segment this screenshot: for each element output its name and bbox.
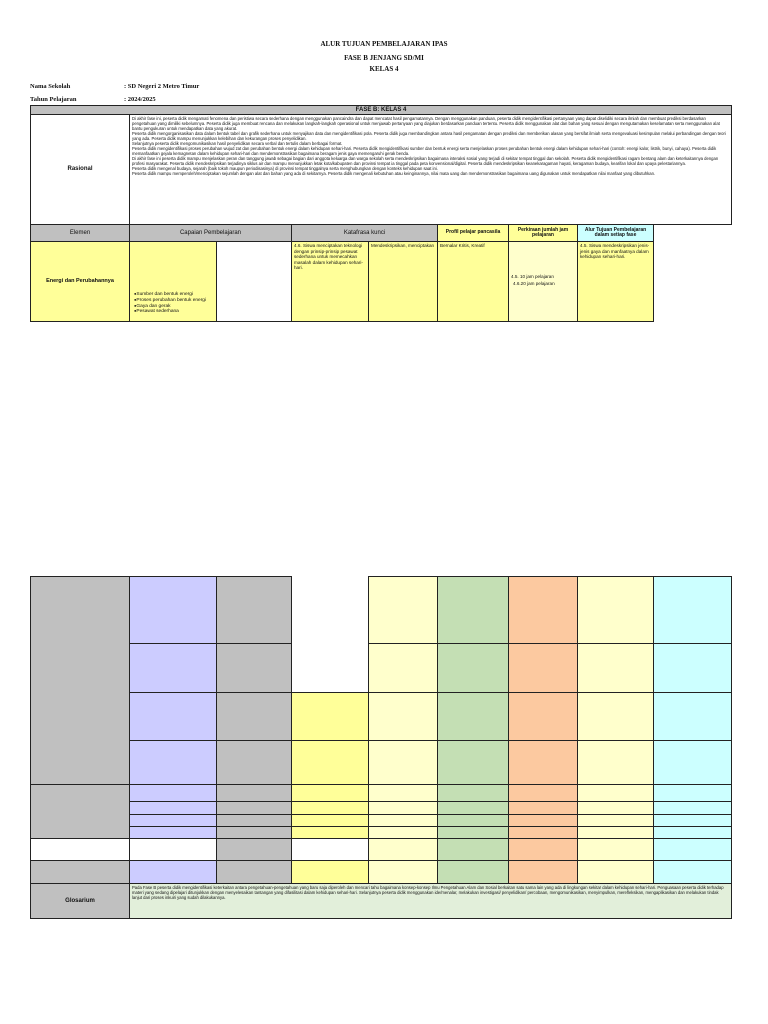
- grid-cell: [368, 576, 438, 644]
- grid-cell: [508, 643, 578, 693]
- grid-cell: [216, 740, 292, 785]
- grid-block-elemen-3: [30, 838, 130, 861]
- capaian-item: ● Pesawat sederhana: [134, 309, 214, 315]
- grid-cell: [129, 576, 217, 644]
- col-jam: Perkiraan jumlah jam pelajaran: [508, 224, 578, 242]
- phase-band-title: FASE B: KELAS 4: [30, 105, 732, 115]
- grid-cell: [291, 801, 369, 815]
- rasional-text: Di akhir fase ini, peserta didik mengamati fenomena dan peristiwa secara sederhana dengan menggunakan pancaindra dan dapat mencatat hasil pengamatannya. Dengan menggunakan panduan, peserta didik mengidentifikasi pertanyaan yang dapat diselidiki secara ilmiah dan membuat prediksi berdasarkan pengetahuan yang dimiliki sebelumnya. Peserta didik juga membuat rencana dan melakukan langkah-langkah operasional untuk menjawab pertanyaan yang diajukan berdasarkan panduan tertentu. Peserta didik menggunakan alat dan bahan yang sesuai dengan mengutamakan keselamatan serta menggunakan alat bantu pengukuran untuk mendapatkan data yang akurat. Peserta didik mengorganisasikan data dalam bentuk tabel dan grafik sederhana untuk menyajikan data dan mengidentifikasi pola. Peserta didik juga membandingkan antara hasil pengamatan dengan prediksi dan memberikan alasan yang bersifat ilmiah serta mengevaluasi kesimpulan melalui perbandingan dengan teori yang ada. Peserta didik mampu menunjukkan kelebihan dan kekurangan proses penyelidikan. Selanjutnya peserta didik mengomunikasikan hasil penyelidikan secara verbal dan tertulis dalam berbagai format. Peserta didik mengidentifikasi proses perubahan wujud zat dan perubahan bentuk energi dalam kehidupan sehari-hari. Peserta didik mengidentifikasi sumber dan bentuk energi serta menjelaskan proses perubahan bentuk energi dalam kehidupan sehari-hari (contoh: energi kalor, listrik, bunyi, cahaya). Peserta didik memanfaatkan gejala kemagnetan dalam kehidupan sehari-hari dan mendemonstrasikan bagaimana beragam jenis gaya memengaruhi gerak benda. Di akhir fase ini peserta didik mampu menjelaskan peran dan tanggung jawab sebagai bagian dari anggota keluarga dan warga sekolah serta mendeskripsikan bagaimana interaksi sosial yang terjadi di sekitar tempat tinggal dan sekolah. Peserta didik mengidentifikasi ragam bentang alam dan keterkaitannya dengan profesi masyarakat. Peserta didik mendeskripsikan terjadinya siklus air dan mampu menunjukkan letak kota/kabupaten dan provinsi tempat ia tinggal pada peta konvensional/digital. Peserta didik mendeskripsikan keanekaragaman hayati, keragaman budaya, kearifan lokal dan upaya pelestariannya. Peserta didik mengenal budaya, sejarah (baik tokoh maupun periodisasinya) di provinsi tempat tinggalnya serta menghubungkan dengan konteks kehidupan saat ini. Peserta didik mampu memperoleh/menciptakan sejumlah dengan alat dan bahan yang ada di sekitarnya. Peserta didik mengenali kebutuhan atau keinginannya, nilai mata uang dan mendemonstrasikan bagaimana uang digunakan untuk mendapatkan nilai manfaat yang dibutuhkan.: [129, 114, 732, 225]
- grid-cell: [577, 860, 654, 884]
- grid-block-elemen-1: [30, 576, 130, 785]
- grid-cell: [508, 838, 578, 861]
- school-year-label: Tahun Pelajaran: [30, 96, 77, 103]
- grid-cell: [129, 643, 217, 693]
- grid-cell: [437, 860, 509, 884]
- grid-cell: [216, 643, 292, 693]
- col-elemen: Elemen: [30, 224, 130, 242]
- grid-cell: [437, 692, 509, 741]
- grid-cell: [291, 692, 369, 741]
- grid-cell: [368, 801, 438, 815]
- grid-cell: [653, 801, 732, 815]
- row1-profil: Bernalar Kritis, Kreatif: [437, 241, 509, 322]
- grid-cell: [437, 784, 509, 802]
- grid-cell: [129, 692, 217, 741]
- school-name-label: Nama Sekolah: [30, 83, 71, 90]
- grid-cell: [368, 860, 438, 884]
- grid-cell: [653, 643, 732, 693]
- grid-cell: [216, 692, 292, 741]
- grid-cell: [216, 801, 292, 815]
- col-profil: Profil pelajar pancasila: [437, 224, 509, 242]
- grid-cell: [577, 801, 654, 815]
- grid-cell: [653, 576, 732, 644]
- grid-cell: [508, 860, 578, 884]
- grid-cell: [508, 576, 578, 644]
- grid-cell: [216, 838, 292, 861]
- grid-cell: [653, 838, 732, 861]
- grid-cell: [437, 740, 509, 785]
- row1-atp: 4.5. Siswa mendeskripsikan jenis-jenis gaya dan manfaatnya dalam kehidupan sehari-hari.: [577, 241, 654, 322]
- grid-cell: [368, 692, 438, 741]
- grid-cell: [368, 784, 438, 802]
- row1-kata-kunci: Mendeskripsikan, menciptakan: [368, 241, 438, 322]
- grid-cell: [508, 801, 578, 815]
- grid-cell: [291, 826, 369, 839]
- row1-jam-1: 4.5. 10 jam pelajaran: [511, 274, 554, 279]
- col-katafrasa: Katafrasa kunci: [291, 224, 438, 242]
- grid-cell: [577, 740, 654, 785]
- grid-cell: [291, 740, 369, 785]
- grid-cell: [216, 784, 292, 802]
- grid-cell: [577, 643, 654, 693]
- grid-cell: [129, 838, 217, 861]
- grid-cell: [437, 576, 509, 644]
- glosarium-label: Glosarium: [30, 883, 130, 919]
- grid-cell: [368, 838, 438, 861]
- document-subtitle: FASE B JENJANG SD/MI: [344, 54, 424, 62]
- row1-capaian: [129, 241, 217, 322]
- row1-jam: [508, 241, 578, 322]
- row1-jam-2: 4.6.20 jam pelajaran: [513, 281, 555, 286]
- grid-cell: [129, 801, 217, 815]
- grid-cell: [368, 740, 438, 785]
- row1-elemen: Energi dan Perubahannya: [30, 241, 130, 322]
- grid-cell: [653, 740, 732, 785]
- grid-cell: [129, 784, 217, 802]
- document-grade: KELAS 4: [369, 65, 399, 73]
- grid-cell: [577, 692, 654, 741]
- grid-cell: [437, 801, 509, 815]
- rasional-label: Rasional: [30, 114, 130, 225]
- grid-cell: [653, 692, 732, 741]
- grid-cell: [653, 784, 732, 802]
- grid-cell: [437, 838, 509, 861]
- row1-tujuan: 4.6. Siswa menciptakan teknologi dengan prinsip-prinsip pesawat sederhana untuk memecahkan masalah dalam kehidupan sehari-hari.: [291, 241, 369, 322]
- grid-cell: [508, 784, 578, 802]
- grid-cell: [291, 860, 369, 884]
- capaian-item: ● Gaya dan gerak: [134, 304, 214, 310]
- grid-cell: [437, 643, 509, 693]
- grid-cell: [216, 576, 292, 644]
- row1-empty-cell: [216, 241, 292, 322]
- grid-cell: [129, 860, 217, 884]
- school-name-value: : SD Negeri 2 Metro Timur: [124, 83, 200, 90]
- capaian-item: ● Sumber dan bentuk energi: [134, 292, 214, 298]
- grid-cell: [508, 740, 578, 785]
- grid-cell: [577, 576, 654, 644]
- grid-block-elemen-4: [30, 860, 130, 884]
- col-atp: Alur Tujuan Pembelajaran dalam setiap fase: [577, 224, 654, 242]
- document-title: ALUR TUJUAN PEMBELAJARAN IPAS: [320, 40, 448, 48]
- grid-cell: [216, 860, 292, 884]
- grid-cell: [577, 838, 654, 861]
- grid-block-elemen-2: [30, 784, 130, 839]
- grid-cell: [508, 692, 578, 741]
- capaian-item: ● Proses perubahan bentuk energi: [134, 298, 214, 304]
- grid-cell: [653, 860, 732, 884]
- grid-cell: [577, 784, 654, 802]
- col-capaian: Capaian Pembelajaran: [129, 224, 292, 242]
- glosarium-text: Pada Fase B peserta didik mengidentifikasi keterkaitan antara pengetahuan-pengetahuan yang baru saja diperoleh dan mencari tahu bagaimana konsep-konsep Ilmu Pengetahuan Alam dan Sosial berkaitan satu sama lain yang ada di lingkungan sekitar dalam kehidupan sehari-hari. Penguasaan peserta didik terhadap materi yang sedang dipelajari ditunjukkan dengan menyelesaikan tantangan yang difasilitasi dalam kehidupan sehari-hari. Selanjutnya peserta didik menggunakan ide/menalar, melakukan investigasi/ penyelidikan/ percobaan, mengomunikasikan, menyimpulkan, merefleksikan, mengaplikasikan dan melakukan tindak lanjut dari proses inkuiri yang sudah dilakukannya.: [129, 883, 732, 919]
- school-year-value: : 2024/2025: [124, 96, 156, 103]
- grid-cell: [129, 740, 217, 785]
- grid-cell: [291, 784, 369, 802]
- grid-cell: [368, 643, 438, 693]
